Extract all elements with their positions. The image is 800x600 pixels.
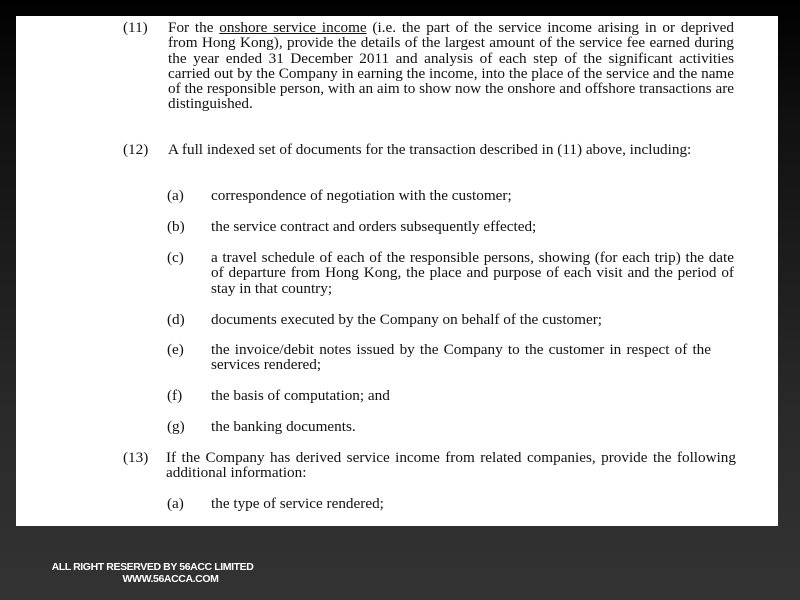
footer-website: WWW.56ACCA.COM: [122, 573, 219, 585]
document-page: (11) For the onshore service income (i.e. the part of the service income arising in or deprived from Hong Kong), provide the details of the largest amount of the service fee earned during the year ended 31 December 2011 and analysis of each step of the significant activities carried out by the Company in earning the income, into the place of the service and the name of the responsible person, with an aim to show now the onshore and offshore transactions are distinguished. (12) A full indexed set of documents for the transaction described in (11) above, including: (a) correspondence of negotiation with the customer; (b) the service contract and orders subsequently effected; (c) a travel schedule of each of the responsible persons, showing (for each trip) the date of departure from Hong Kong, the place and purpose of each visit and the period of stay in that country; (d) documents executed by the Company on behalf of the customer; (e) the invoice/debit notes issued by the Company to the customer in respect of the services rendered; (f) the basis of computation; and (g) the banking documents. (13) If the Company has derived service income from related companies, provide the following additional information: (a) the type of service rendered;: [16, 16, 778, 526]
footer-copyright: ALL RIGHT RESERVED BY 56ACC LIMITED: [51, 561, 254, 573]
item-11-text: For the onshore service income (i.e. the part of the service income arising in or deprived from Hong Kong), provide the details of the largest amount of the service fee earned during the year ended 31 December 2011 and analysis of each step of the significant activities carried out by the Company in earning the income, into the place of the service and the name of the responsible person, with an aim to show now the onshore and offshore transactions are distinguished.: [168, 19, 735, 113]
